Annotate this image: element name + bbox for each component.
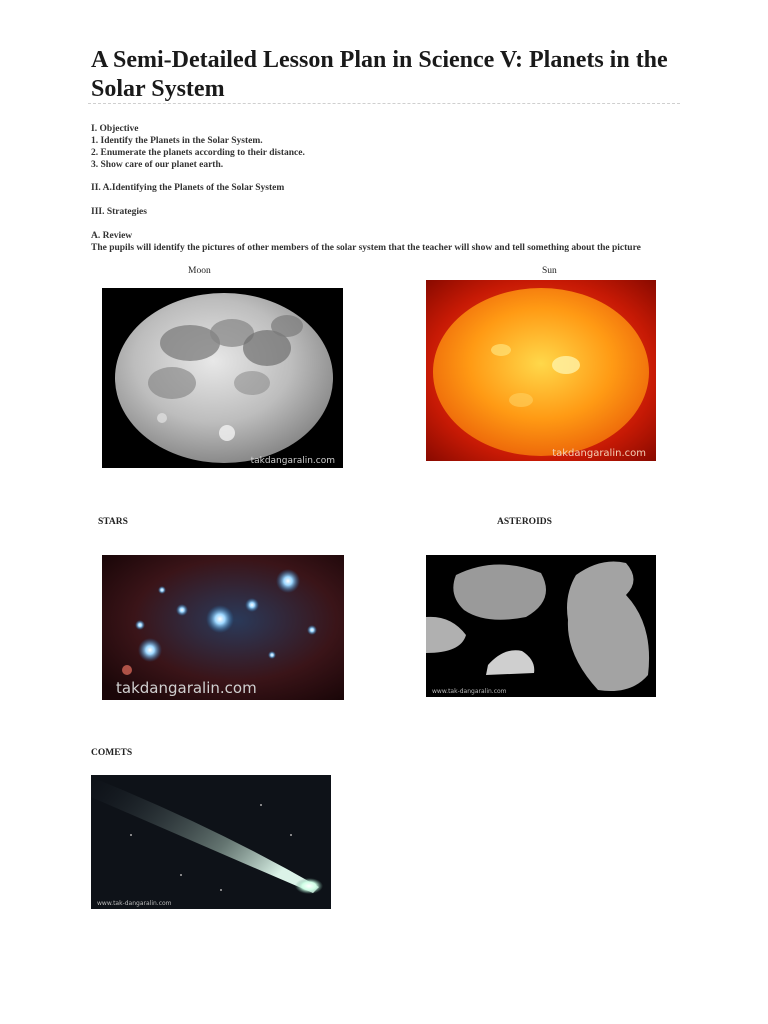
stars-image (102, 555, 344, 700)
comets-image (91, 775, 331, 909)
asteroids-image (426, 555, 656, 697)
moon-caption: Moon (188, 266, 211, 276)
comets-watermark: www.tak-dangaralin.com (97, 900, 172, 907)
review-text: The pupils will identify the pictures of other members of the solar system that the teacher will show and tell something about the picture (91, 243, 641, 253)
sun-image (426, 280, 656, 461)
title-divider (88, 103, 680, 104)
stars-caption: STARS (98, 517, 128, 527)
subject-matter: II. A.Identifying the Planets of the Solar System (91, 183, 285, 193)
document-title: A Semi-Detailed Lesson Plan in Science V: Planets in the Solar System (91, 47, 668, 102)
moon-image (102, 288, 343, 468)
strategies-heading: III. Strategies (91, 207, 147, 217)
stars-watermark: takdangaralin.com (116, 679, 257, 697)
objective-item: 3. Show care of our planet earth. (91, 160, 224, 170)
objective-item: 1. Identify the Planets in the Solar System. (91, 136, 263, 146)
objective-heading: I. Objective (91, 124, 139, 134)
comets-caption: COMETS (91, 748, 133, 758)
moon-watermark: takdangaralin.com (250, 456, 335, 466)
sun-watermark: takdangaralin.com (552, 448, 646, 459)
sun-caption: Sun (542, 266, 557, 276)
asteroids-caption: ASTEROIDS (497, 517, 552, 527)
objective-item: 2. Enumerate the planets according to their distance. (91, 148, 305, 158)
review-heading: A. Review (91, 231, 133, 241)
asteroids-watermark: www.tak-dangaralin.com (432, 688, 507, 695)
